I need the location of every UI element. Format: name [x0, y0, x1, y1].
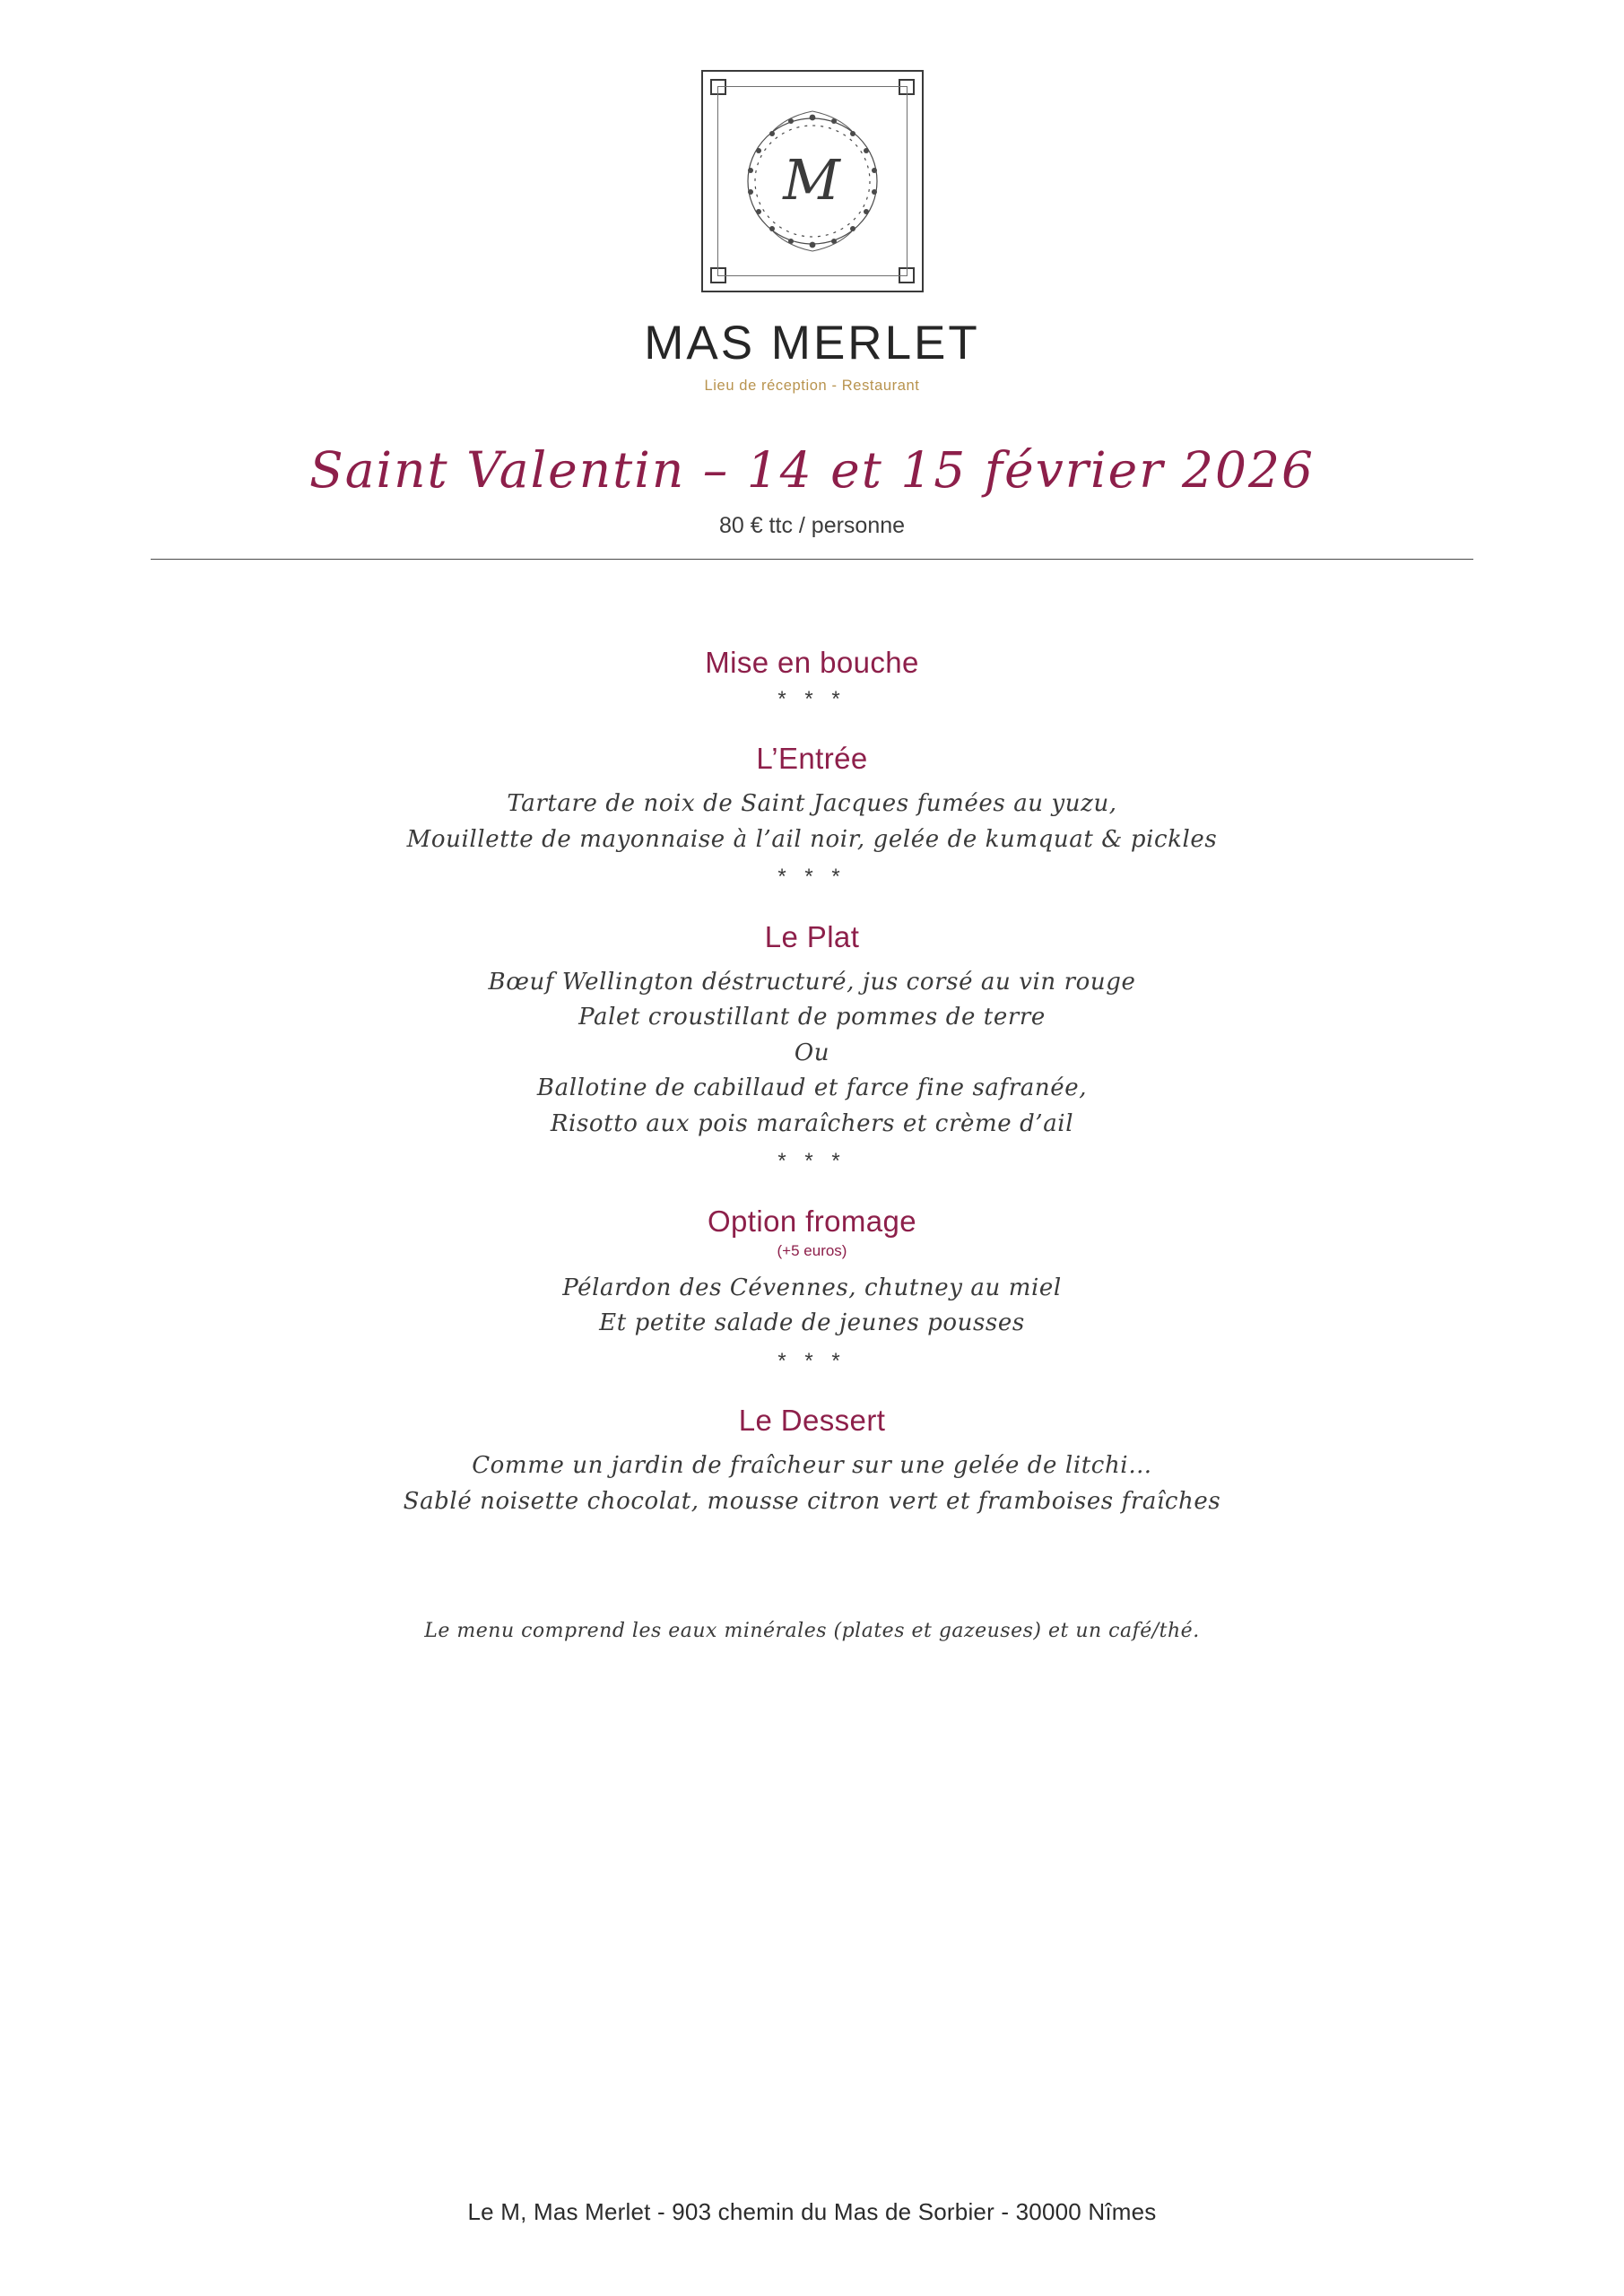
dish-line: Risotto aux pois maraîchers et crème d’ail	[550, 1109, 1074, 1137]
dish-line: Palet croustillant de pommes de terre	[578, 1004, 1046, 1031]
brand-name: MAS MERLET	[644, 317, 980, 370]
section-note-fromage: (+5 euros)	[777, 1241, 847, 1259]
ornamental-frame-icon	[701, 70, 924, 292]
dish-line: Et petite salade de jeunes pousses	[599, 1309, 1025, 1337]
section-separator: * * *	[777, 865, 847, 890]
dish-line: Ballotine de cabillaud et farce fine safranée,	[536, 1074, 1088, 1102]
dish-line: Pélardon des Cévennes, chutney au miel	[562, 1274, 1062, 1301]
footer-address: Le M, Mas Merlet - 903 chemin du Mas de Sorbier - 30000 Nîmes	[467, 2198, 1157, 2225]
dish-line: Bœuf Wellington déstructuré, jus corsé au vin rouge	[488, 968, 1136, 996]
section-title-plat: Le Plat	[764, 919, 860, 953]
dish-line: Mouillette de mayonnaise à l’ail noir, gelée de kumquat & pickles	[406, 825, 1218, 853]
menu-body	[0, 646, 1624, 1642]
section-title-entree: L’Entrée	[756, 742, 868, 776]
section-separator: * * *	[777, 1348, 847, 1373]
menu-price: 80 € ttc / personne	[718, 513, 906, 538]
dish-line: Sablé noisette chocolat, mousse citron vert et framboises fraîches	[403, 1487, 1221, 1515]
logo-block	[0, 0, 1624, 395]
dish-line-or: Ou	[794, 1039, 830, 1066]
monogram-letter: M	[783, 147, 841, 213]
menu-footnote: Le menu comprend les eaux minérales (plates et gazeuses) et un café/thé.	[424, 1620, 1200, 1643]
brand-tagline: Lieu de réception - Restaurant	[704, 378, 920, 394]
dish-line: Tartare de noix de Saint Jacques fumées au yuzu,	[507, 790, 1117, 818]
dish-line: Comme un jardin de fraîcheur sur une gelée de litchi…	[472, 1452, 1152, 1480]
section-title-dessert: Le Dessert	[738, 1404, 886, 1438]
section-title-mise-en-bouche: Mise en bouche	[705, 646, 919, 679]
section-title-fromage: Option fromage	[707, 1204, 917, 1238]
section-separator: * * *	[777, 1149, 847, 1174]
page-title: Saint Valentin – 14 et 15 février 2026	[309, 441, 1315, 499]
header-divider	[151, 559, 1473, 560]
section-separator: * * *	[777, 687, 847, 711]
